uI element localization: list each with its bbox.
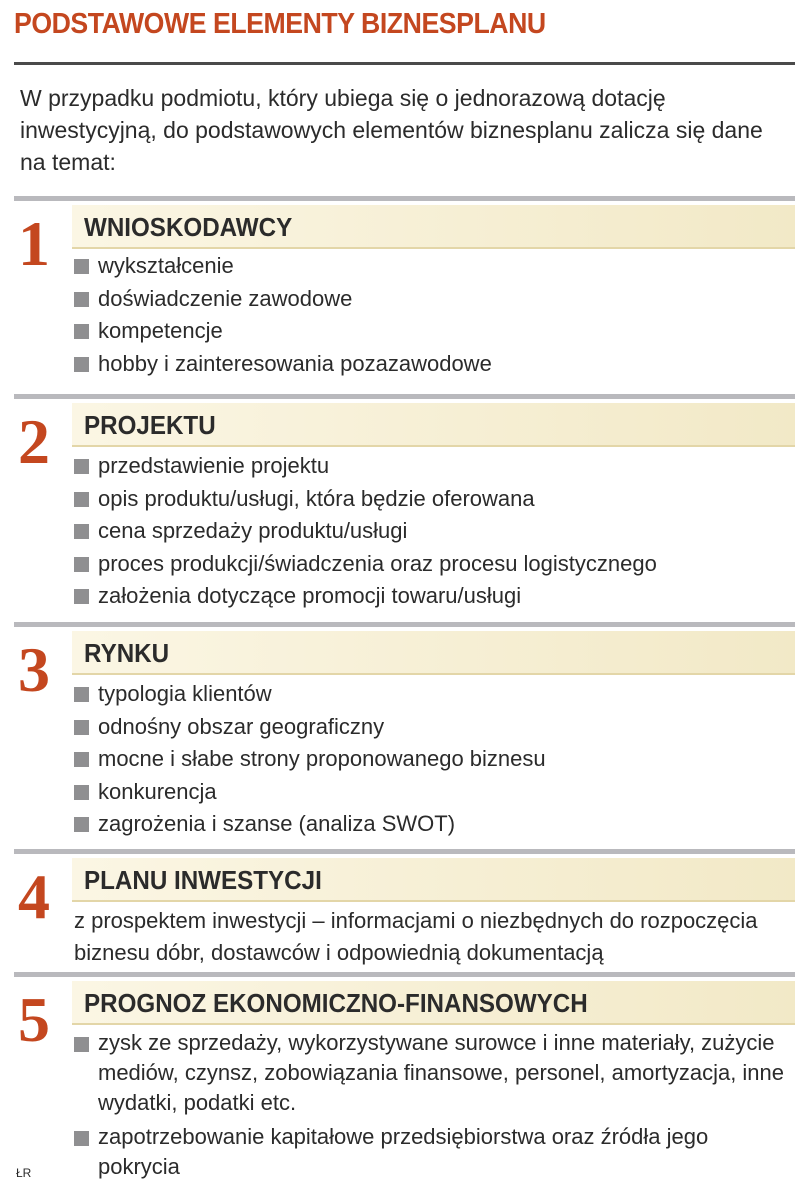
list-item-text: hobby i zainteresowania pozazawodowe (98, 350, 492, 376)
list-item-text: założenia dotyczące promocji towaru/usługi (98, 583, 522, 608)
list-item (74, 1122, 794, 1182)
square-bullet-icon (74, 557, 89, 572)
list-item (74, 250, 794, 283)
section-items (74, 1028, 794, 1182)
square-bullet-icon (74, 687, 89, 702)
intro-text: W przypadku podmiotu, który ubiega się o jednorazową dotację inwestycyjną, do podstawowych elementów biznesplanu zalicza się dane na temat: (20, 85, 763, 175)
list-item-text: odnośny obszar geograficzny (98, 713, 385, 739)
list-item (74, 548, 794, 581)
list-item (74, 776, 794, 809)
section-heading (72, 403, 795, 447)
list-item (74, 450, 794, 483)
section-number: 5 (18, 984, 50, 1055)
list-item-text: wykształcenie (98, 253, 234, 278)
square-bullet-icon (74, 1131, 89, 1146)
list-item-text: zapotrzebowanie kapitałowe przedsiębiorstwa oraz źródła jego pokrycia (98, 1124, 709, 1179)
section-heading-label: RYNKU (84, 638, 170, 668)
section-heading (72, 858, 795, 902)
list-item-text: proces produkcji/świadczenia oraz procesu logistycznego (98, 550, 657, 576)
list-item (74, 580, 794, 613)
square-bullet-icon (74, 357, 89, 372)
square-bullet-icon (74, 324, 89, 339)
square-bullet-icon (74, 817, 89, 832)
list-item (74, 315, 794, 348)
list-item-text: zagrożenia i szanse (analiza SWOT) (98, 811, 456, 836)
section-heading-label: PLANU INWESTYCJI (84, 865, 322, 895)
square-bullet-icon (74, 752, 89, 767)
square-bullet-icon (74, 492, 89, 507)
square-bullet-icon (74, 720, 89, 735)
list-item-text: zysk ze sprzedaży, wykorzystywane surowce i inne materiały, zużycie mediów, czynsz, zobowiązania finansowe, personel, amortyzacja, inne wydatki, podatki etc. (98, 1030, 785, 1115)
section-heading-label: PROJEKTU (84, 410, 216, 440)
list-item-text: konkurencja (98, 778, 217, 804)
list-item-text: mocne i słabe strony proponowanego biznesu (98, 746, 546, 771)
section-number: 3 (18, 634, 50, 705)
section-items (74, 450, 794, 613)
square-bullet-icon (74, 292, 89, 307)
square-bullet-icon (74, 524, 89, 539)
list-item-text: doświadczenie zawodowe (98, 285, 353, 311)
section-heading-label: WNIOSKODAWCY (84, 212, 293, 242)
list-item-text: kompetencje (98, 318, 223, 343)
section-items (74, 250, 794, 380)
section-description: z prospektem inwestycji – informacjami o niezbędnych do rozpoczęcia biznesu dóbr, dostawców i odpowiednią dokumentacją (74, 908, 758, 965)
section-number: 4 (18, 861, 50, 932)
list-item-text: cena sprzedaży produktu/usługi (98, 518, 408, 543)
section-divider (14, 972, 795, 977)
section-heading-label: PROGNOZ EKONOMICZNO-FINANSOWYCH (84, 988, 588, 1018)
section-items (74, 678, 794, 841)
list-item-text: przedstawienie projektu (98, 453, 330, 478)
list-item (74, 515, 794, 548)
section-number: 1 (18, 208, 50, 279)
section-heading (72, 981, 795, 1025)
section-divider (14, 849, 795, 854)
list-item-text: opis produktu/usługi, która będzie oferowana (98, 485, 535, 511)
list-item (74, 808, 794, 841)
square-bullet-icon (74, 259, 89, 274)
section-divider (14, 196, 795, 201)
list-item (74, 1028, 794, 1118)
section-heading (72, 205, 795, 249)
square-bullet-icon (74, 459, 89, 474)
list-item (74, 348, 794, 381)
author-signature: ŁR (16, 1166, 32, 1180)
section-divider (14, 622, 795, 627)
list-item-text: typologia klientów (98, 681, 272, 706)
section-heading (72, 631, 795, 675)
list-item (74, 483, 794, 516)
square-bullet-icon (74, 785, 89, 800)
list-item (74, 283, 794, 316)
page-title: PODSTAWOWE ELEMENTY BIZNESPLANU (14, 8, 546, 40)
title-divider (14, 62, 795, 65)
square-bullet-icon (74, 589, 89, 604)
list-item (74, 711, 794, 744)
list-item (74, 743, 794, 776)
list-item (74, 678, 794, 711)
section-number: 2 (18, 406, 50, 477)
square-bullet-icon (74, 1037, 89, 1052)
section-divider (14, 394, 795, 399)
